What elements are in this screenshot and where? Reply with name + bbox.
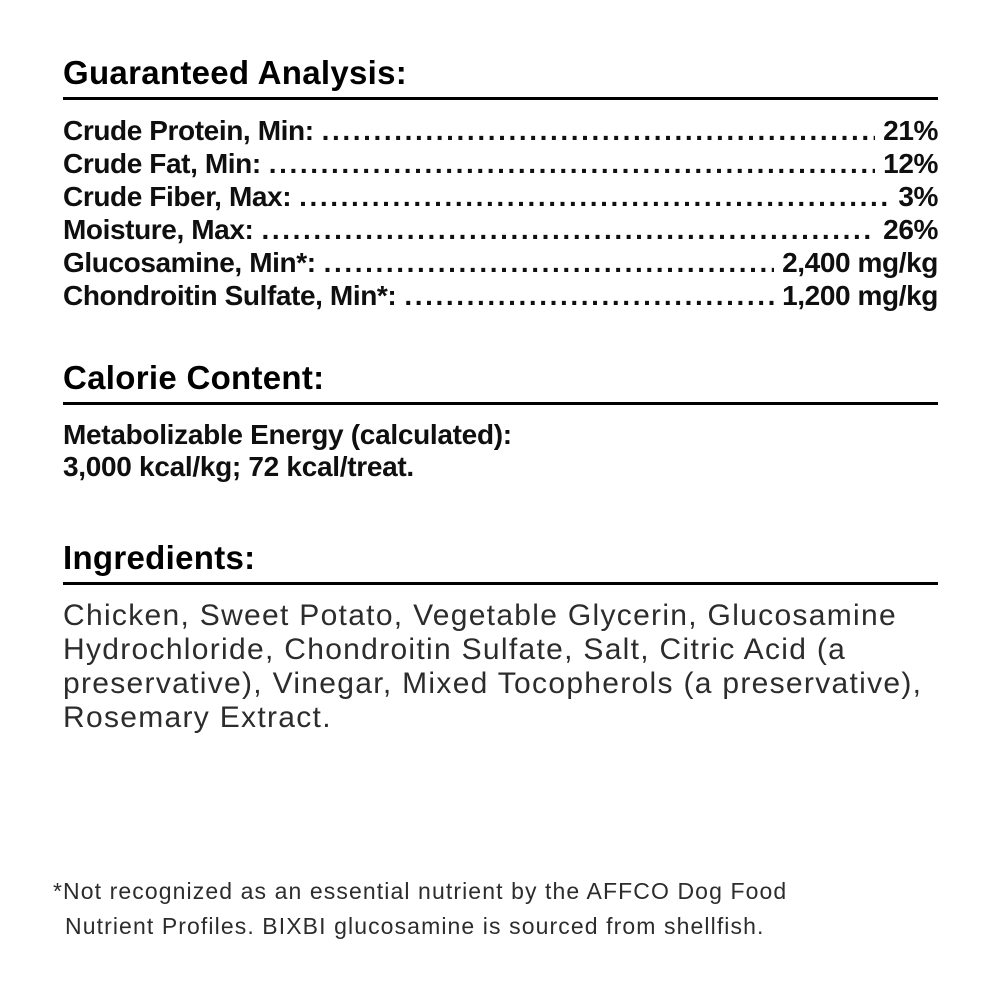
guaranteed-analysis-section bbox=[63, 55, 938, 312]
nutrient-value: 3% bbox=[898, 181, 938, 212]
table-row bbox=[63, 147, 938, 180]
nutrient-label: Moisture, Max: bbox=[63, 214, 254, 245]
guaranteed-analysis-table bbox=[63, 114, 938, 312]
section-divider bbox=[63, 582, 938, 585]
table-row bbox=[63, 180, 938, 213]
calorie-line: Metabolizable Energy (calculated): bbox=[63, 419, 512, 450]
calorie-line: 3,000 kcal/kg; 72 kcal/treat. bbox=[63, 451, 414, 482]
nutrient-value: 12% bbox=[883, 148, 938, 179]
section-divider bbox=[63, 402, 938, 405]
nutrient-label: Crude Protein, Min: bbox=[63, 115, 314, 146]
nutrient-value: 21% bbox=[883, 115, 938, 146]
nutrient-label: Crude Fat, Min: bbox=[63, 148, 261, 179]
table-row bbox=[63, 279, 938, 312]
dot-leader bbox=[324, 246, 774, 279]
calorie-content-title: Calorie Content: bbox=[63, 359, 325, 396]
ingredients-section bbox=[63, 540, 938, 735]
guaranteed-analysis-title: Guaranteed Analysis: bbox=[63, 54, 408, 91]
dot-leader bbox=[322, 114, 876, 147]
footnote-line: *Not recognized as an essential nutrient by the AFFCO Dog Food bbox=[53, 878, 788, 904]
ingredients-line: Hydrochloride, Chondroitin Sulfate, Salt, Citric Acid (a bbox=[63, 633, 847, 666]
footnote-line: Nutrient Profiles. BIXBI glucosamine is sourced from shellfish. bbox=[65, 913, 765, 939]
dot-leader bbox=[269, 147, 875, 180]
ingredients-title: Ingredients: bbox=[63, 539, 256, 576]
nutrient-label: Crude Fiber, Max: bbox=[63, 181, 292, 212]
ingredients-line: Chicken, Sweet Potato, Vegetable Glycerin, Glucosamine bbox=[63, 599, 897, 632]
ingredients-text bbox=[63, 599, 938, 735]
dot-leader bbox=[299, 180, 890, 213]
calorie-content-section bbox=[63, 360, 938, 483]
calorie-content-text bbox=[63, 419, 938, 483]
nutrient-label: Glucosamine, Min*: bbox=[63, 247, 316, 278]
ingredients-line: Rosemary Extract. bbox=[63, 701, 332, 734]
nutrient-value: 26% bbox=[883, 214, 938, 245]
section-divider bbox=[63, 97, 938, 100]
footnote bbox=[53, 874, 940, 944]
nutrient-label: Chondroitin Sulfate, Min*: bbox=[63, 280, 397, 311]
dot-leader bbox=[404, 279, 774, 312]
ingredients-line: preservative), Vinegar, Mixed Tocopherols (a preservative), bbox=[63, 667, 923, 700]
table-row bbox=[63, 246, 938, 279]
table-row bbox=[63, 213, 938, 246]
nutrient-value: 2,400 mg/kg bbox=[782, 247, 938, 278]
table-row bbox=[63, 114, 938, 147]
dot-leader bbox=[261, 213, 875, 246]
nutrient-value: 1,200 mg/kg bbox=[782, 280, 938, 311]
